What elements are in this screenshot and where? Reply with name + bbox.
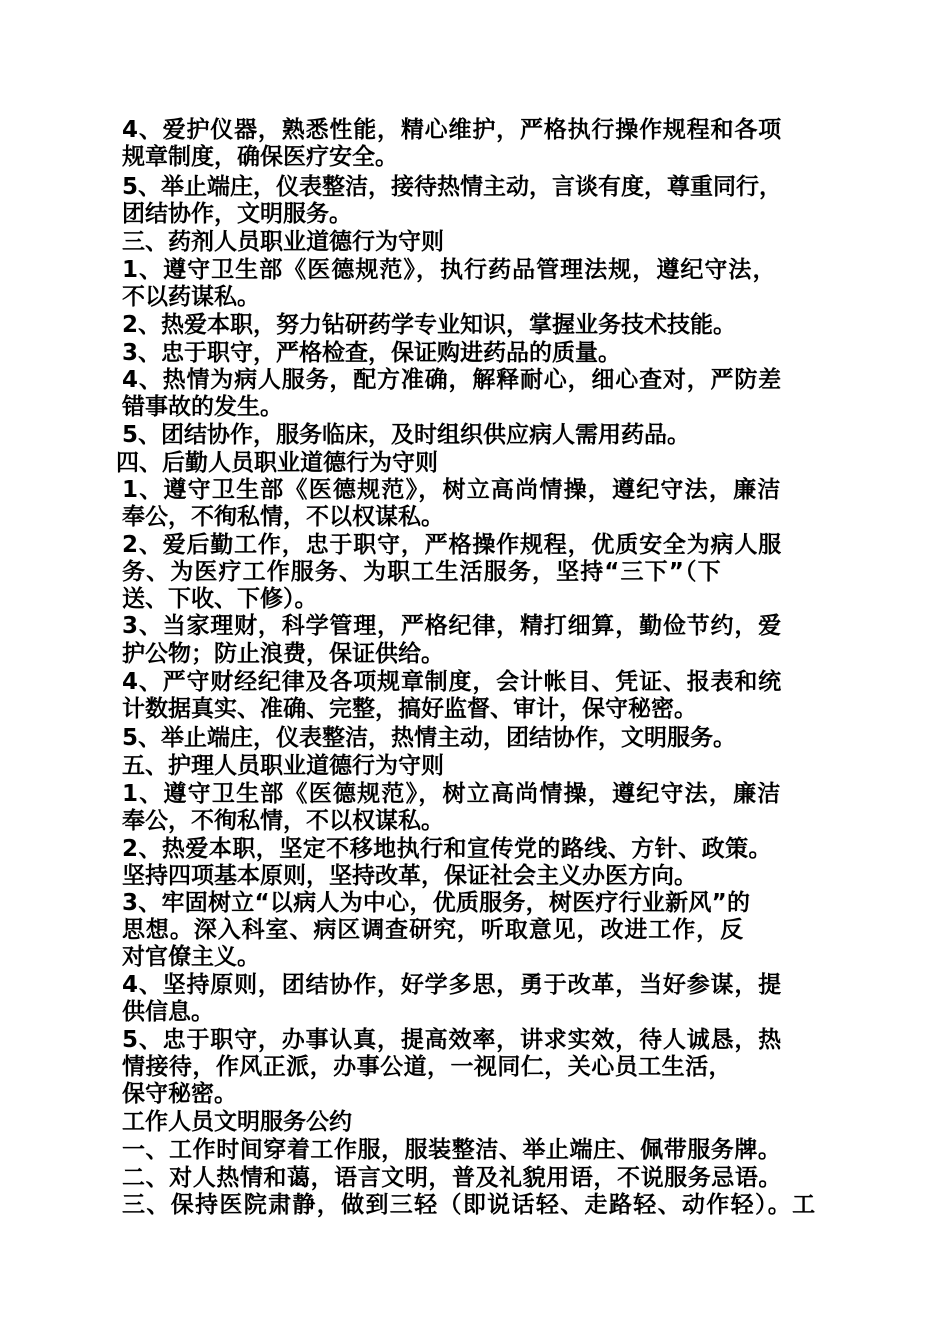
text-line: 奉公，不徇私情，不以权谋私。	[122, 808, 444, 834]
text-line: 1、遵守卫生部《医德规范》，树立高尚情操，遵纪守法，廉洁	[122, 477, 782, 503]
text-line: 坚持四项基本原则，坚持改革，保证社会主义办医方向。	[122, 863, 697, 889]
text-line: 情接待，作风正派，办事公道，一视同仁，关心员工生活，	[122, 1054, 732, 1080]
text-line: 3、忠于职守，严格检查，保证购进药品的质量。	[122, 340, 622, 366]
text-line: 4、爱护仪器，熟悉性能，精心维护，严格执行操作规程和各项	[122, 117, 783, 143]
text-line: 1、遵守卫生部《医德规范》，执行药品管理法规，遵纪守法，	[122, 257, 777, 283]
text-line: 5、举止端庄，仪表整洁，接待热情主动，言谈有度，尊重同行，	[122, 174, 783, 200]
text-line: 5、忠于职守，办事认真，提高效率，讲求实效，待人诚恳，热	[122, 1027, 783, 1053]
text-line: 2、热爱本职，努力钻研药学专业知识，掌握业务技术技能。	[122, 312, 737, 338]
text-line: 不以药谋私。	[122, 284, 260, 310]
text-line: 送、下收、下修）。	[122, 586, 318, 612]
text-line: 1、遵守卫生部《医德规范》，树立高尚情操，遵纪守法，廉洁	[122, 781, 782, 807]
text-line: 2、热爱本职，坚定不移地执行和宣传党的路线、方针、政策。	[122, 836, 773, 862]
text-line: 护公物；防止浪费，保证供给。	[122, 641, 444, 667]
text-line: 三、药剂人员职业道德行为守则	[122, 229, 444, 255]
text-line: 4、热情为病人服务，配方准确，解释耐心，细心查对，严防差	[122, 367, 783, 393]
text-line: 对官僚主义。	[122, 944, 260, 970]
text-line: 务、为医疗工作服务、为职工生活服务，坚持“三下”（下	[122, 559, 722, 585]
text-line: 规章制度，确保医疗安全。	[122, 144, 398, 170]
text-line: 奉公，不徇私情，不以权谋私。	[122, 504, 444, 530]
text-line: 思想。深入科室、病区调查研究，听取意见，改进工作，反	[122, 917, 744, 943]
text-line: 一、工作时间穿着工作服，服装整洁、举止端庄、佩带服务牌。	[122, 1137, 782, 1163]
text-line: 三、保持医院肃静，做到三轻（即说话轻、走路轻、动作轻）。工	[122, 1192, 817, 1218]
text-line: 5、团结协作，服务临床，及时组织供应病人需用药品。	[122, 422, 691, 448]
text-line: 计数据真实、准确、完整，搞好监督、审计，保守秘密。	[122, 696, 697, 722]
text-line: 3、当家理财，科学管理，严格纪律，精打细算，勤俭节约，爱	[122, 613, 783, 639]
text-line: 四、后勤人员职业道德行为守则	[116, 450, 438, 476]
text-line: 五、护理人员职业道德行为守则	[122, 753, 444, 779]
text-line: 保守秘密。	[122, 1081, 237, 1107]
text-line: 3、牢固树立“以病人为中心，优质服务，树医疗行业新风”的	[122, 890, 751, 916]
text-line: 工作人员文明服务公约	[122, 1109, 352, 1135]
text-line: 4、坚持原则，团结协作，好学多思，勇于改革，当好参谋，提	[122, 972, 783, 998]
text-line: 供信息。	[122, 999, 214, 1025]
text-line: 错事故的发生。	[122, 394, 283, 420]
text-line: 5、举止端庄，仪表整洁，热情主动，团结协作，文明服务。	[122, 725, 737, 751]
text-line: 2、爱后勤工作，忠于职守，严格操作规程，优质安全为病人服	[122, 532, 783, 558]
text-line: 二、对人热情和蔼，语言文明，普及礼貌用语，不说服务忌语。	[122, 1165, 782, 1191]
text-line: 团结协作，文明服务。	[122, 201, 352, 227]
text-line: 4、严守财经纪律及各项规章制度，会计帐目、凭证、报表和统	[122, 669, 783, 695]
